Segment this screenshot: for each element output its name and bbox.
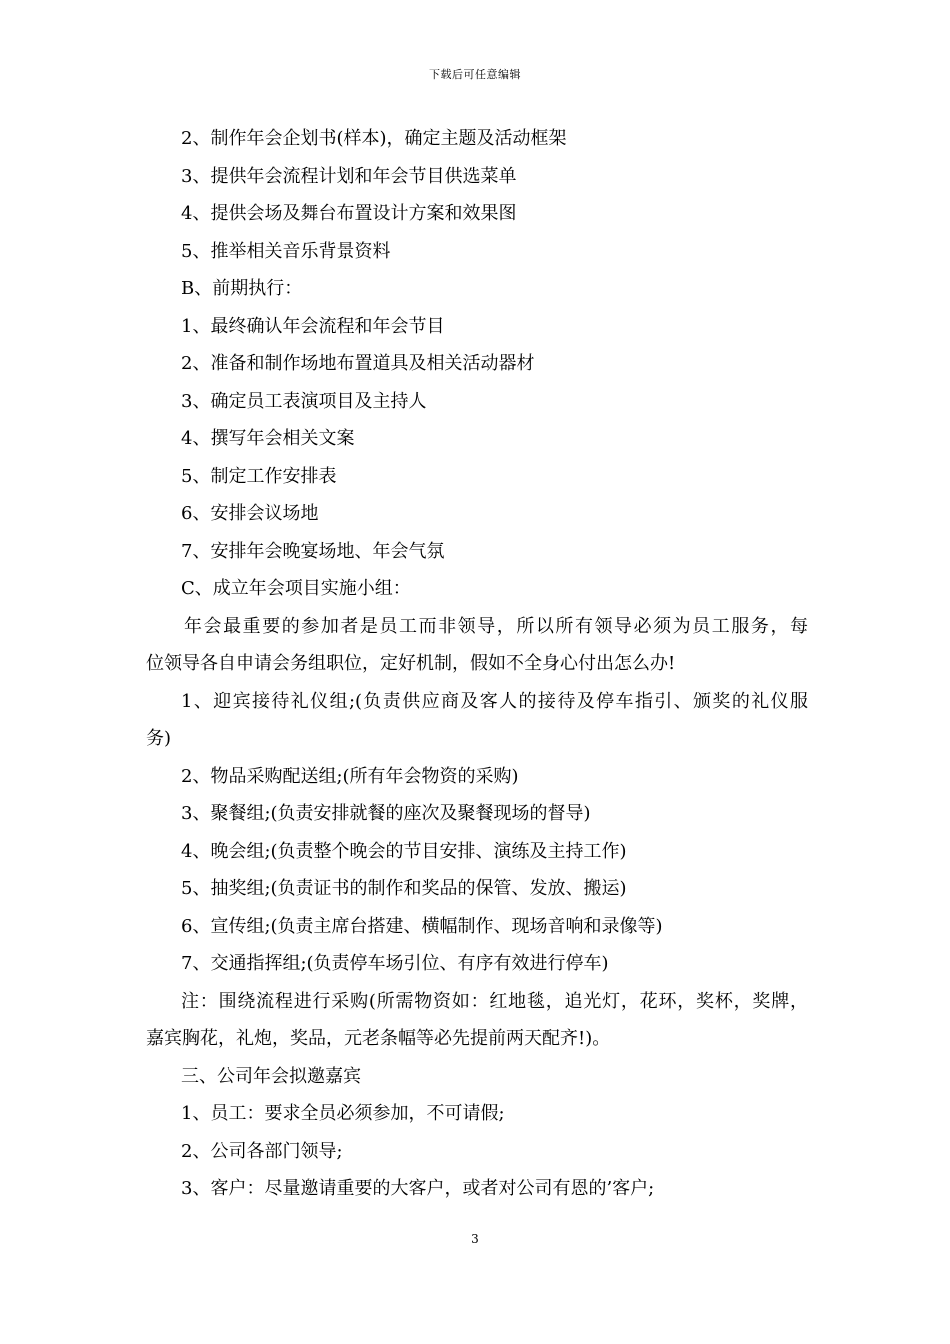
paragraph-line: 嘉宾胸花，礼炮，奖品，元老条幅等必先提前两天配齐!)。 bbox=[146, 1028, 611, 1049]
paragraph-line: 7、交通指挥组;(负责停车场引位、有序有效进行停车) bbox=[181, 953, 609, 974]
paragraph-line: 2、公司各部门领导; bbox=[181, 1140, 343, 1162]
page-header: 下载后可任意编辑 bbox=[429, 68, 521, 81]
document-body bbox=[146, 120, 808, 1208]
paragraph-line: 3、客户：尽量邀请重要的大客户，或者对公司有恩的’客户; bbox=[181, 1178, 655, 1199]
paragraph-line: 务) bbox=[146, 728, 172, 749]
page-number: 3 bbox=[471, 1232, 479, 1246]
section-heading: 三、公司年会拟邀嘉宾 bbox=[181, 1065, 361, 1087]
paragraph-line: 1、最终确认年会流程和年会节目 bbox=[181, 315, 445, 337]
paragraph-line: 2、准备和制作场地布置道具及相关活动器材 bbox=[181, 353, 535, 374]
section-heading: B、前期执行： bbox=[181, 278, 303, 299]
paragraph-line: 1、迎宾接待礼仪组;(负责供应商及客人的接待及停车指引、颁奖的礼仪服 bbox=[181, 690, 808, 712]
paragraph-line: 1、员工：要求全员必须参加，不可请假; bbox=[181, 1103, 505, 1124]
paragraph-line: 2、物品采购配送组;(所有年会物资的采购) bbox=[181, 765, 519, 787]
section-heading: C、成立年会项目实施小组： bbox=[181, 578, 411, 599]
paragraph-line: 3、确定员工表演项目及主持人 bbox=[181, 390, 427, 412]
paragraph-line: 6、安排会议场地 bbox=[181, 503, 319, 524]
paragraph-line: 5、推举相关音乐背景资料 bbox=[181, 240, 391, 262]
paragraph-line: 3、提供年会流程计划和年会节目供选菜单 bbox=[181, 165, 517, 187]
paragraph-line: 5、抽奖组;(负责证书的制作和奖品的保管、发放、搬运) bbox=[181, 878, 627, 899]
paragraph-line: 4、提供会场及舞台布置设计方案和效果图 bbox=[181, 203, 517, 224]
paragraph-line: 7、安排年会晚宴场地、年会气氛 bbox=[181, 540, 445, 562]
paragraph-line: 6、宣传组;(负责主席台搭建、横幅制作、现场音响和录像等) bbox=[181, 915, 663, 937]
paragraph-line: 2、制作年会企划书(样本)，确定主题及活动框架 bbox=[181, 128, 567, 149]
paragraph-line: 年会最重要的参加者是员工而非领导，所以所有领导必须为员工服务，每 bbox=[184, 615, 808, 637]
paragraph-line: 4、晚会组;(负责整个晚会的节目安排、演练及主持工作) bbox=[181, 840, 627, 862]
paragraph-line: 位领导各自申请会务组职位，定好机制，假如不全身心付出怎么办! bbox=[146, 653, 676, 674]
paragraph-line: 3、聚餐组;(负责安排就餐的座次及聚餐现场的督导) bbox=[181, 803, 591, 824]
paragraph-line: 5、制定工作安排表 bbox=[181, 465, 337, 487]
paragraph-line: 4、撰写年会相关文案 bbox=[181, 428, 355, 449]
paragraph-line: 注：围绕流程进行采购(所需物资如：红地毯，追光灯，花环，奖杯，奖牌， bbox=[181, 990, 808, 1012]
